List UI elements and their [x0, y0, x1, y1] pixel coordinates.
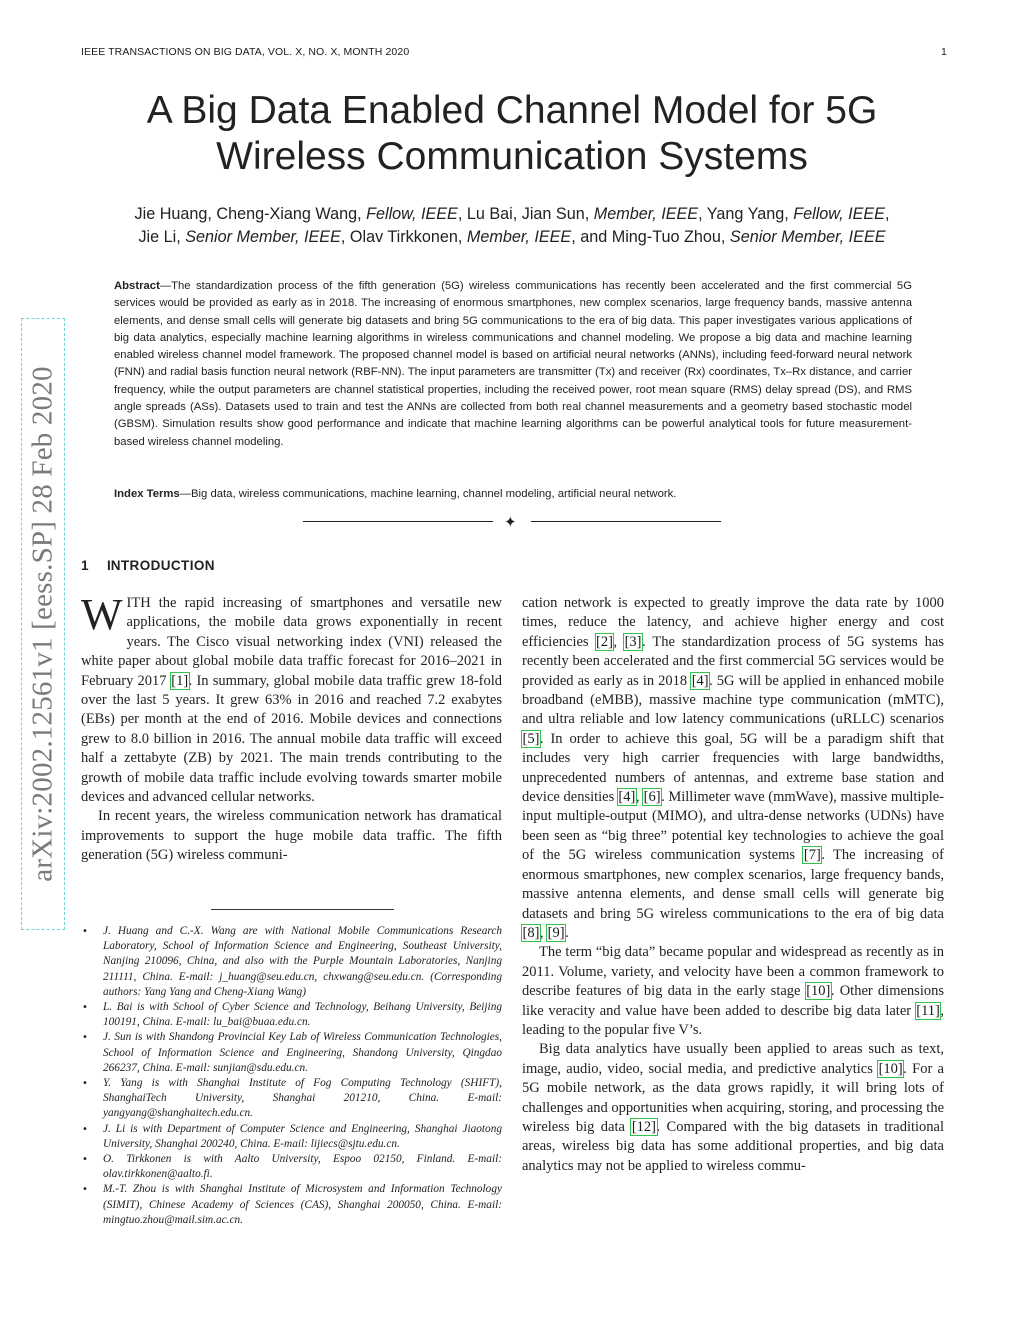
author-role: Member, IEEE: [593, 205, 699, 223]
author-name: , Yang Yang,: [698, 205, 794, 223]
paragraph: [522, 943, 944, 1040]
citation-link[interactable]: [10]: [878, 1060, 903, 1077]
author-name: Jie Huang, Cheng-Xiang Wang,: [134, 205, 367, 223]
paragraph-text: . In summary, global mobile data traffic grew 18-fold over the last 5 years. It grew 63% in 2016 and reached 7.2 exabytes (EBs) per month at the end of 2016. Mobile devices and connections grew to 8.0 billion in 2016. The annual mobile data traffic will exceed half a zettabyte (ZB) by 2021. The main trends contributing to the growth of mobile data traffic include evolving towards smarter mobile devices and advanced cellular networks.: [81, 672, 503, 806]
citation-link[interactable]: [12]: [631, 1118, 657, 1135]
paragraph-text: . For a 5G mobile network, as the data grows rapidly, it will bring lots of challenges and opportunities when acquiring, storing, and processing the wireless big data: [522, 1060, 945, 1135]
footnote-text: M.-T. Zhou is with Shanghai Institute of Microsystem and Information Technology (SIMIT), Chinese Academy of Sciences (CAS), Shanghai 200050, China. E-mail: mingtuo.zhou@mail.sim.ac.cn.: [103, 1183, 502, 1226]
abstract-label: Abstract: [114, 280, 160, 292]
paragraph: [81, 590, 503, 807]
author-name: ,: [884, 205, 890, 223]
paragraph-text: cation network is expected to greatly improve the data rate by 1000 times, reduce the latency, and achieve higher energy and cost efficiencies: [522, 595, 944, 650]
author-name: , Lu Bai, Jian Sun,: [457, 205, 594, 223]
citation-link[interactable]: [9]: [547, 924, 565, 941]
lead-small-caps: ITH: [126, 595, 151, 611]
paragraph-text: Big data analytics have usually been applied to areas such as text, image, audio, video, social media, and predictive analytics: [522, 1041, 944, 1077]
bullet-icon: •: [82, 1002, 88, 1014]
footnotes: [81, 924, 502, 1228]
paragraph-text: . The increasing of enormous smartphones, new complex scenarios, large frequency bands, massive antenna elements, and dense small cells will generate big datasets and bring 5G wireless communications to the era of big data: [522, 847, 944, 922]
drop-cap: W: [81, 590, 123, 639]
author-role: Senior Member, IEEE: [185, 228, 341, 246]
paragraph-text: . In order to achieve this goal, 5G will be a paradigm shift that includes very high carrier frequencies with large bandwidths, unprecedented numbers of antennas, and extreme base station and device densities: [522, 730, 944, 806]
index-terms-text: —Big data, wireless communications, machine learning, channel modeling, artificial neural network.: [179, 488, 677, 500]
footnote-rule: [211, 909, 394, 910]
paragraph-text: . Other dimensions like veracity and value have been added to describe big data later: [522, 983, 944, 1019]
footnote-item: [81, 1000, 502, 1030]
paragraph-text: . 5G will be applied in enhanced mobile broadband (eMBB), massive machine type communication (mMTC), and ultra reliable and low latency communications (uRLLC) scenarios: [522, 672, 944, 728]
paragraph-text: ,: [613, 633, 625, 650]
paragraph: In recent years, the wireless communication network has dramatical improvements to support the huge mobile data traffic. The fifth generation (5G) wireless communi-: [81, 808, 502, 864]
paragraph-text: ,: [635, 789, 644, 806]
footnote-item: [81, 1182, 502, 1228]
left-column: [81, 590, 503, 866]
citation-link[interactable]: [7]: [803, 847, 821, 864]
footnote-text: L. Bai is with School of Cyber Science and Technology, Beihang University, Beijing 100191, China. E-mail: lu_bai@buaa.edu.cn.: [103, 1001, 502, 1029]
right-column: [522, 594, 944, 1176]
paragraph-text: . Millimeter wave (mmWave), massive multiple-input multiple-output (MIMO), and ultra-dense networks (UDNs) have been seen as “big three” potential key technologies to achieve the goal of the 5G wireless communication systems: [522, 789, 944, 864]
footnote-text: Y. Yang is with Shanghai Institute of Fog Computing Technology (SHIFT), ShanghaiTech University, Shanghai 201210, China. E-mail: yangyang@shanghaitech.edu.cn.: [103, 1077, 502, 1120]
citation-link[interactable]: [8]: [522, 924, 540, 941]
paper-title: [81, 88, 943, 180]
footnote-item: [81, 1152, 502, 1182]
bullet-icon: •: [82, 1154, 88, 1166]
paragraph-text: , leading to the popular five V’s.: [522, 1002, 944, 1038]
author-name: , and Ming-Tuo Zhou,: [571, 228, 730, 246]
running-header: [81, 46, 947, 58]
author-role: Member, IEEE: [466, 228, 572, 246]
footnote-item: [81, 924, 502, 1000]
bullet-icon: •: [82, 1123, 88, 1135]
footnote-item: [81, 1076, 502, 1122]
section-heading-introduction: [81, 558, 215, 573]
paragraph-text: . The standardization process of 5G systems has recently been accelerated and the first commercial 5G services would be provided as early as in 2018: [522, 633, 944, 689]
citation-link[interactable]: [1]: [171, 672, 189, 689]
footnote-text: J. Huang and C.-X. Wang are with National Mobile Communications Research Laboratory, School of Information Science and Engineering, Southeast University, Nanjing 210096, China, and also with the Purple Mountain Laboratories, Nanjing 211111, China. E-mail: j_huang@seu.edu.cn, chxwang@seu.edu.cn. (Corresponding authors: Yang Yang and Cheng-Xiang Wang): [103, 925, 502, 998]
footnote-item: [81, 1122, 502, 1152]
index-terms: [114, 486, 912, 503]
abstract-text: —The standardization process of the fifth generation (5G) wireless communications has recently been accelerated and the first commercial 5G services would be provided as early as in 2018. The increasing of enormous smartphones, new complex scenarios, large frequency bands, massive antenna elements, and dense small cells will generate big datasets and bring 5G communications to the era of big data. This paper investigates various applications of big data analytics, especially machine learning algorithms in wireless communications and channel modeling. We propose a big data and machine learning enabled wireless channel model framework. The proposed channel model is based on artificial neural networks (ANNs), including feed-forward neural network (FNN) and radial basis function neural network (RBF-NN). The input parameters are transmitter (Tx) and receiver (Rx) coordinates, Tx–Rx distance, and carrier frequency, while the output parameters are channel statistical properties, including the received power, root mean square (RMS) delay spread (DS), and RMS angle spreads (ASs). Datasets used to train and test the ANNs are collected from both real channel measurements and a geometry based stochastic model (GBSM). Simulation results show good performance and indicate that machine learning algorithms can be powerful analytical tools for future measurement-based wireless channel modeling.: [114, 280, 912, 448]
paragraph-text: .: [565, 924, 569, 941]
section-title-rest: NTRODUCTION: [110, 558, 215, 573]
paragraph-text: ,: [539, 924, 548, 941]
title-line-2: Wireless Communication Systems: [216, 135, 808, 178]
paragraph-text: the rapid increasing of smartphones and versatile new applications, the mobile data grows exponentially in recent years. The Cisco visual networking index (VNI) released the white paper about global mobile data traffic forecast for 2016–2021 in February 2017: [81, 595, 502, 689]
citation-link[interactable]: [11]: [916, 1002, 940, 1019]
author-role: Fellow, IEEE: [366, 205, 458, 223]
citation-link[interactable]: [4]: [691, 672, 709, 689]
paragraph: [522, 594, 944, 943]
footnote-text: J. Li is with Department of Computer Science and Engineering, Shanghai Jiaotong University, Shanghai 200240, China. E-mail: lijiecs@sjtu.edu.cn.: [103, 1122, 502, 1150]
citation-link[interactable]: [2]: [596, 633, 613, 650]
footnote-item: [81, 1030, 502, 1076]
bullet-icon: •: [82, 926, 88, 937]
author-name: Jie Li,: [138, 228, 186, 246]
section-title-initial: I: [107, 558, 111, 573]
paragraph-text: The term “big data” became popular and widespread as recently as in 2011. Volume, variety, and velocity have been a common framework to describe features of big data in the early stage: [522, 944, 944, 1000]
footnote-text: J. Sun is with Shandong Provincial Key Lab of Wireless Communication Technologies, School of Information Science and Engineering, Shandong University, Qingdao 266237, China. E-mail: sunjian@sdu.edu.cn.: [103, 1031, 502, 1074]
section-separator: [300, 512, 724, 532]
separator-line-left: [303, 521, 493, 522]
citation-link[interactable]: [4]: [618, 789, 636, 806]
section-number: 1: [81, 558, 89, 573]
bullet-icon: •: [82, 1078, 88, 1090]
author-role: Senior Member, IEEE: [729, 228, 886, 246]
paragraph-text: . Compared with the big datasets in traditional areas, wireless big data has some additional properties, and big data analytics may not be applied to wireless commu-: [522, 1118, 944, 1174]
arxiv-stamp-text[interactable]: arXiv:2002.12561v1 [eess.SP] 28 Feb 2020: [26, 366, 59, 882]
journal-name: IEEE TRANSACTIONS ON BIG DATA, VOL. X, NO. X, MONTH 2020: [81, 46, 410, 58]
paragraph: [522, 1040, 944, 1176]
citation-link[interactable]: [5]: [522, 730, 540, 747]
separator-line-right: [531, 521, 721, 522]
index-terms-label: Index Terms: [114, 488, 180, 500]
author-name: , Olav Tirkkonen,: [340, 228, 467, 246]
abstract: [114, 278, 912, 451]
author-list: [70, 203, 954, 249]
citation-link[interactable]: [6]: [643, 789, 661, 806]
citation-link[interactable]: [10]: [806, 983, 831, 1000]
title-line-1: A Big Data Enabled Channel Model for 5G: [146, 89, 878, 132]
bullet-icon: •: [82, 1184, 88, 1196]
footnote-text: O. Tirkkonen is with Aalto University, Espoo 02150, Finland. E-mail: olav.tirkkonen@aalto.fi.: [103, 1153, 502, 1181]
citation-link[interactable]: [3]: [624, 633, 642, 650]
author-role: Fellow, IEEE: [793, 205, 885, 223]
page-number: 1: [941, 46, 947, 58]
separator-diamond-icon: ✦: [504, 513, 517, 531]
bullet-icon: •: [82, 1032, 88, 1044]
